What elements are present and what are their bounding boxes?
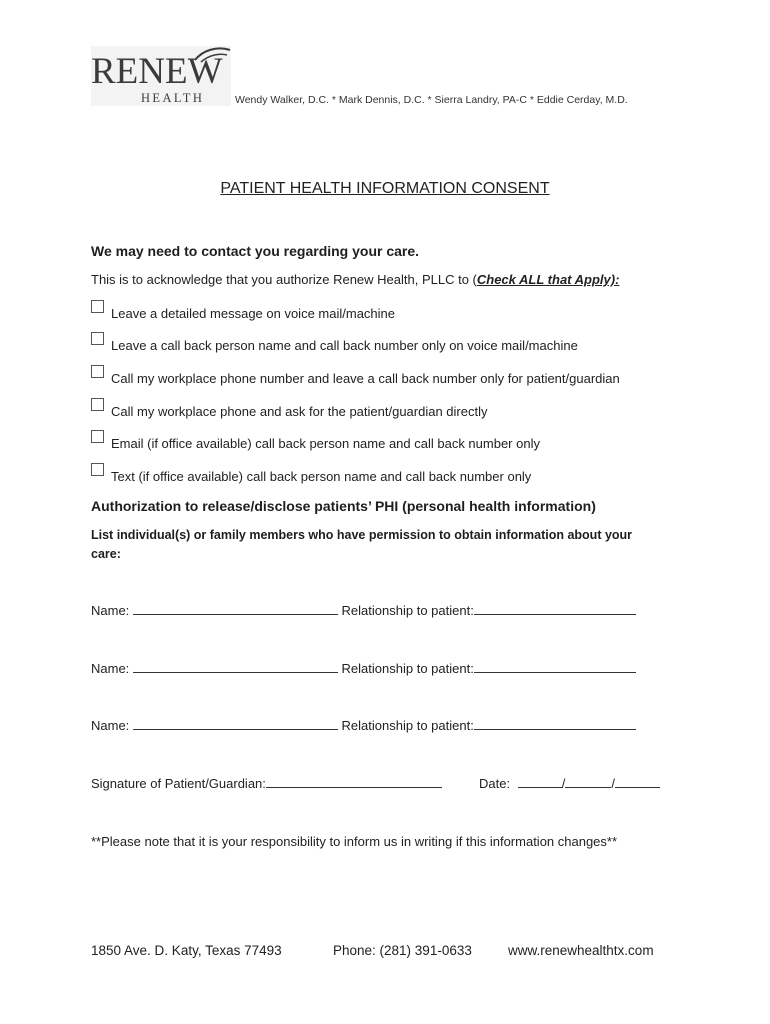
option-label: Call my workplace phone number and leave a call back number only for patient/guardian [111,371,620,386]
name-label: Name: [91,661,130,676]
signature-label: Signature of Patient/Guardian: [91,776,266,791]
checkbox[interactable] [91,463,104,476]
responsibility-note: **Please note that it is your responsibility to inform us in writing if this information changes** [91,834,618,849]
contact-option-email[interactable] [91,436,540,451]
authorized-person-row [91,603,636,618]
renew-health-logo [91,46,231,106]
footer-address: 1850 Ave. D. Katy, Texas 77493 [91,943,282,958]
name-field[interactable] [133,661,338,673]
date-month-field[interactable] [518,776,562,788]
name-label: Name: [91,603,130,618]
date-day-field[interactable] [565,776,611,788]
relationship-label: Relationship to patient: [341,718,474,733]
option-label: Text (if office available) call back person name and call back number only [111,469,532,484]
signature-field[interactable] [266,776,442,788]
name-field[interactable] [133,603,338,615]
footer-phone: Phone: (281) 391-0633 [333,943,472,958]
date-label: Date: [479,776,511,791]
contact-intro-prefix: This is to acknowledge that you authorize Renew Health, PLLC to ( [91,272,477,287]
contact-intro-emphasis: Check ALL that Apply): [476,272,620,287]
date-year-field[interactable] [615,776,660,788]
contact-option-text[interactable] [91,469,531,484]
relationship-field[interactable] [474,603,636,615]
authorization-subheading-line1: List individual(s) or family members who have permission to obtain information about your [91,528,633,542]
authorized-person-row [91,718,636,733]
providers-line: Wendy Walker, D.C. * Mark Dennis, D.C. * Sierra Landry, PA-C * Eddie Cerday, M.D. [235,94,628,106]
checkbox[interactable] [91,365,104,378]
checkbox[interactable] [91,398,104,411]
option-label: Call my workplace phone and ask for the patient/guardian directly [111,404,488,419]
logo-text-health: HEALTH [141,91,205,105]
authorization-heading: Authorization to release/disclose patients’ PHI (personal health information) [91,498,596,514]
contact-option-workplace-callback[interactable] [91,371,620,386]
checkbox[interactable] [91,430,104,443]
relationship-label: Relationship to patient: [341,603,474,618]
date-separator: / [611,776,615,791]
date-row [479,776,660,791]
contact-option-voicemail-callback[interactable] [91,338,578,353]
contact-heading: We may need to contact you regarding your care. [91,243,420,259]
option-label: Email (if office available) call back person name and call back number only [111,436,540,451]
relationship-label: Relationship to patient: [341,661,474,676]
page-title: PATIENT HEALTH INFORMATION CONSENT [220,180,550,197]
contact-option-voicemail-detailed[interactable] [91,306,395,321]
contact-option-workplace-direct[interactable] [91,404,488,419]
authorization-subheading-line2: care: [91,547,121,561]
option-label: Leave a detailed message on voice mail/machine [111,306,396,321]
relationship-field[interactable] [474,661,636,673]
option-label: Leave a call back person name and call back number only on voice mail/machine [111,338,578,353]
checkbox[interactable] [91,332,104,345]
contact-intro [91,272,619,287]
signature-row [91,776,442,791]
name-label: Name: [91,718,130,733]
logo-text-renew: RENEW [91,51,223,92]
checkbox[interactable] [91,300,104,313]
footer-website[interactable]: www.renewhealthtx.com [508,943,654,958]
relationship-field[interactable] [474,718,636,730]
date-separator: / [561,776,566,791]
authorized-person-row [91,661,636,676]
name-field[interactable] [133,718,338,730]
